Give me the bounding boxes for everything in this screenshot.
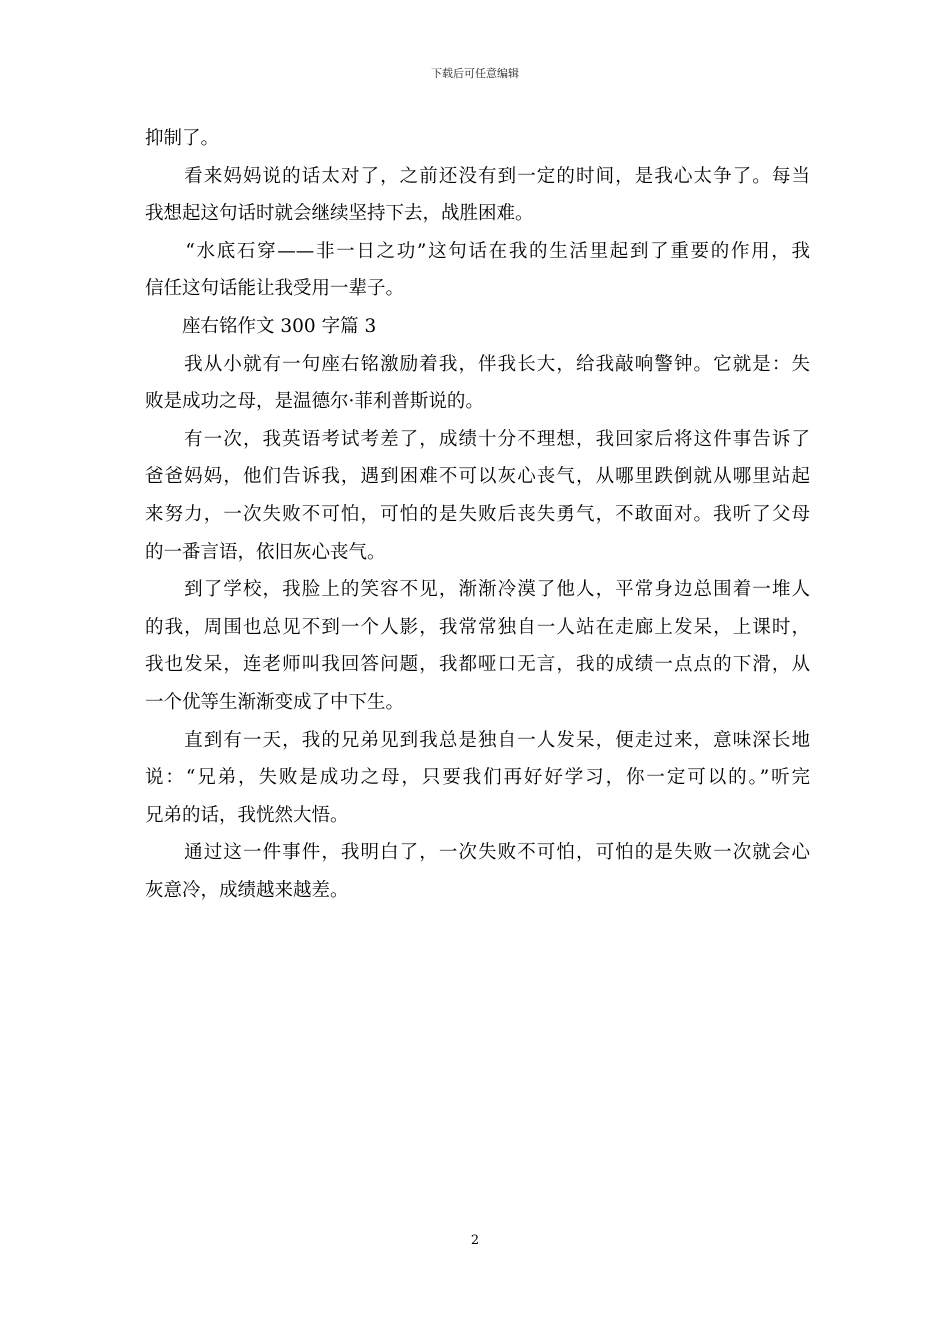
text-line: 到了学校，我脸上的笑容不见，渐渐冷漠了他人，平常身边总围着一堆人	[145, 579, 810, 601]
text-line: 有一次，我英语考试考差了，成绩十分不理想，我回家后将这件事告诉了	[145, 428, 810, 450]
text-line: 来努力，一次失败不可怕，可怕的是失败后丧失勇气，不敢面对。我听了父母	[145, 503, 810, 525]
text-line: 直到有一天，我的兄弟见到我总是独自一人发呆，便走过来，意味深长地	[145, 729, 810, 751]
text-line: 败是成功之母，是温德尔·菲利普斯说的。	[145, 391, 484, 413]
text-line: 我也发呆，连老师叫我回答问题，我都哑口无言，我的成绩一点点的下滑，从	[145, 654, 810, 676]
text-line: 一个优等生渐渐变成了中下生。	[145, 691, 405, 713]
text-line: 抑制了。	[145, 128, 220, 149]
document-body	[145, 120, 810, 909]
text-line: 兄弟的话，我恍然大悟。	[145, 804, 349, 826]
text-line: 说：“兄弟，失败是成功之母，只要我们再好好学习，你一定可以的。”听完	[145, 767, 810, 789]
page-number: 2	[470, 1233, 480, 1248]
text-line: 灰意冷，成绩越来越差。	[145, 879, 349, 901]
text-line: 信任这句话能让我受用一辈子。	[145, 278, 405, 300]
text-line: 的一番言语，依旧灰心丧气。	[145, 541, 386, 563]
text-line: “水底石穿——非一日之功”这句话在我的生活里起到了重要的作用，我	[145, 240, 810, 262]
text-line: 的我，周围也总见不到一个人影，我常常独自一人站在走廊上发呆，上课时，	[145, 616, 810, 638]
text-line: 我想起这句话时就会继续坚持下去，战胜困难。	[145, 203, 534, 225]
text-line: 爸爸妈妈，他们告诉我，遇到困难不可以灰心丧气，从哪里跌倒就从哪里站起	[145, 466, 810, 488]
text-line: 通过这一件事件，我明白了，一次失败不可怕，可怕的是失败一次就会心	[145, 842, 810, 864]
text-line: 我从小就有一句座右铭激励着我，伴我长大，给我敲响警钟。它就是：失	[145, 353, 810, 375]
text-line: 座右铭作文 300 字篇 3	[145, 315, 377, 337]
page-header: 下载后可任意编辑	[431, 67, 519, 80]
text-line: 看来妈妈说的话太对了，之前还没有到一定的时间，是我心太争了。每当	[145, 165, 810, 187]
